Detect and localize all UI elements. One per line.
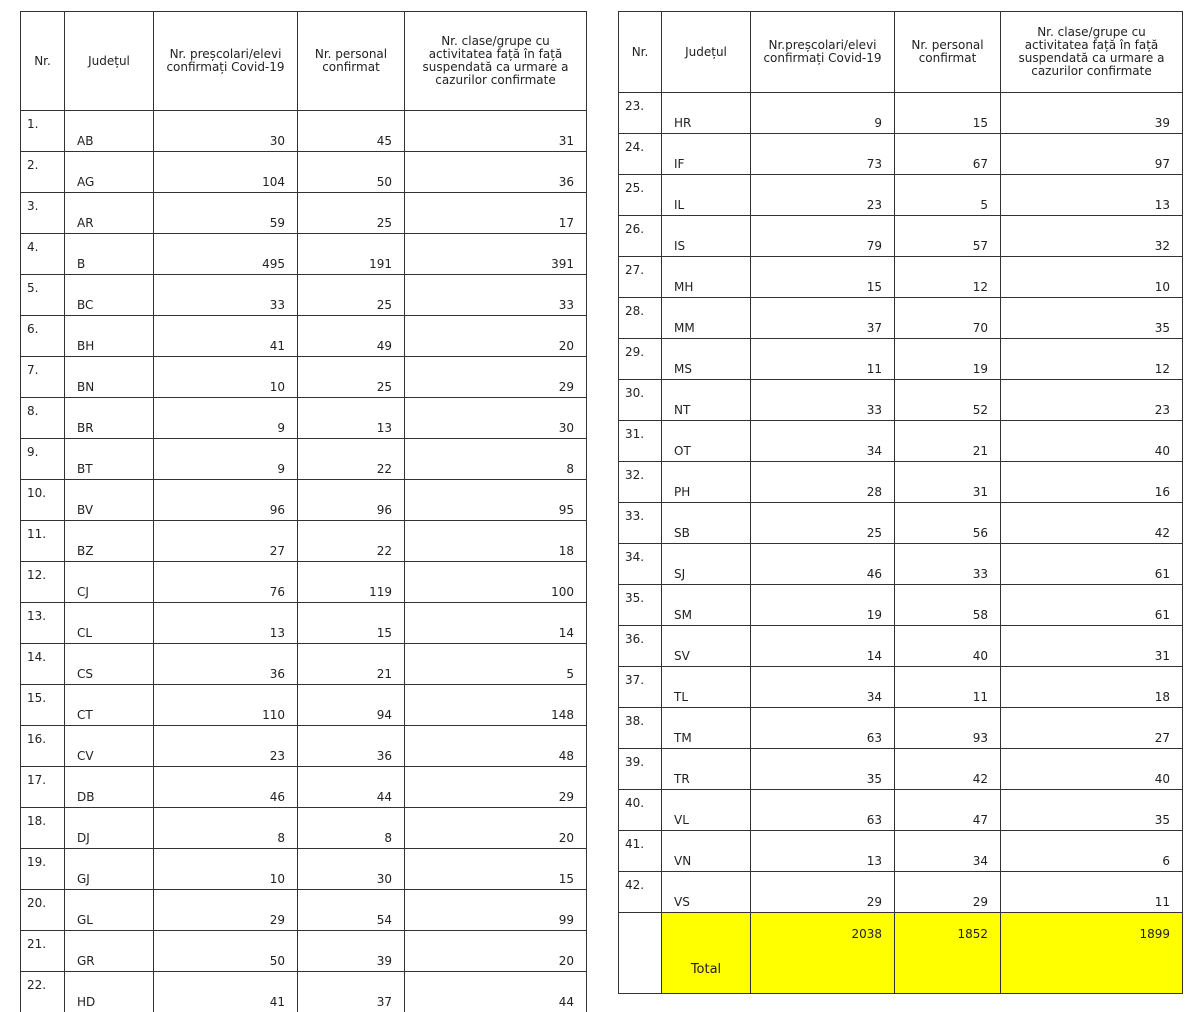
cell-judet: TR xyxy=(662,749,751,790)
cell-nr: 18. xyxy=(21,808,65,849)
cell-elevi: 110 xyxy=(154,685,298,726)
cell-judet: GL xyxy=(65,890,154,931)
cell-judet: DJ xyxy=(65,808,154,849)
table-row xyxy=(619,831,1183,872)
cell-judet: GR xyxy=(65,931,154,972)
cell-elevi: 11 xyxy=(751,339,895,380)
cell-judet: VN xyxy=(662,831,751,872)
cell-nr: 32. xyxy=(619,462,662,503)
cell-personal: 36 xyxy=(298,726,405,767)
table-row xyxy=(619,421,1183,462)
cell-clase: 14 xyxy=(405,603,587,644)
table-row xyxy=(619,175,1183,216)
total-elevi: 2038 xyxy=(751,913,895,994)
cell-nr: 22. xyxy=(21,972,65,1012)
cell-clase: 42 xyxy=(1001,503,1183,544)
table-row xyxy=(21,398,587,439)
cell-judet: BC xyxy=(65,275,154,316)
cell-clase: 18 xyxy=(1001,667,1183,708)
cell-nr: 11. xyxy=(21,521,65,562)
table-row xyxy=(619,872,1183,913)
cell-elevi: 10 xyxy=(154,849,298,890)
cell-clase: 32 xyxy=(1001,216,1183,257)
cell-clase: 31 xyxy=(1001,626,1183,667)
cell-personal: 34 xyxy=(895,831,1001,872)
cell-clase: 39 xyxy=(1001,93,1183,134)
cell-judet: B xyxy=(65,234,154,275)
cell-elevi: 96 xyxy=(154,480,298,521)
cell-personal: 11 xyxy=(895,667,1001,708)
cell-personal: 40 xyxy=(895,626,1001,667)
cell-judet: PH xyxy=(662,462,751,503)
cell-nr: 10. xyxy=(21,480,65,521)
cell-nr: 31. xyxy=(619,421,662,462)
cell-elevi: 29 xyxy=(154,890,298,931)
cell-clase: 20 xyxy=(405,931,587,972)
table-row xyxy=(21,808,587,849)
cell-nr: 38. xyxy=(619,708,662,749)
table-row xyxy=(21,521,587,562)
cell-clase: 18 xyxy=(405,521,587,562)
cell-nr: 16. xyxy=(21,726,65,767)
cell-clase: 61 xyxy=(1001,544,1183,585)
header-nr: Nr. xyxy=(619,12,662,93)
cell-elevi: 10 xyxy=(154,357,298,398)
table-row xyxy=(619,257,1183,298)
cell-nr: 14. xyxy=(21,644,65,685)
cell-personal: 8 xyxy=(298,808,405,849)
cell-clase: 31 xyxy=(405,111,587,152)
cell-elevi: 41 xyxy=(154,316,298,357)
cell-judet: IS xyxy=(662,216,751,257)
cell-clase: 29 xyxy=(405,767,587,808)
table-row xyxy=(619,298,1183,339)
cell-personal: 13 xyxy=(298,398,405,439)
cell-clase: 20 xyxy=(405,316,587,357)
cell-elevi: 37 xyxy=(751,298,895,339)
cell-nr: 17. xyxy=(21,767,65,808)
cell-personal: 56 xyxy=(895,503,1001,544)
cell-elevi: 79 xyxy=(751,216,895,257)
cell-nr: 4. xyxy=(21,234,65,275)
covid-cases-table-right xyxy=(618,11,1183,994)
cell-judet: BV xyxy=(65,480,154,521)
cell-clase: 11 xyxy=(1001,872,1183,913)
cell-judet: AG xyxy=(65,152,154,193)
cell-personal: 15 xyxy=(298,603,405,644)
cell-judet: MH xyxy=(662,257,751,298)
cell-elevi: 41 xyxy=(154,972,298,1012)
cell-judet: CL xyxy=(65,603,154,644)
cell-nr: 2. xyxy=(21,152,65,193)
table-row xyxy=(619,216,1183,257)
cell-nr: 20. xyxy=(21,890,65,931)
total-personal: 1852 xyxy=(895,913,1001,994)
table-row xyxy=(21,849,587,890)
cell-elevi: 63 xyxy=(751,790,895,831)
cell-elevi: 27 xyxy=(154,521,298,562)
cell-judet: BT xyxy=(65,439,154,480)
table-row xyxy=(619,667,1183,708)
header-personal: Nr. personal confirmat xyxy=(298,12,405,111)
cell-personal: 30 xyxy=(298,849,405,890)
table-row xyxy=(21,767,587,808)
header-judet: Județul xyxy=(65,12,154,111)
table-row xyxy=(21,726,587,767)
table-row xyxy=(619,93,1183,134)
table-row xyxy=(21,644,587,685)
cell-judet: HD xyxy=(65,972,154,1012)
cell-judet: IL xyxy=(662,175,751,216)
cell-clase: 391 xyxy=(405,234,587,275)
cell-judet: NT xyxy=(662,380,751,421)
cell-nr: 7. xyxy=(21,357,65,398)
cell-judet: TM xyxy=(662,708,751,749)
cell-judet: GJ xyxy=(65,849,154,890)
cell-elevi: 104 xyxy=(154,152,298,193)
cell-personal: 19 xyxy=(895,339,1001,380)
cell-personal: 52 xyxy=(895,380,1001,421)
cell-nr: 9. xyxy=(21,439,65,480)
table-row xyxy=(21,890,587,931)
cell-clase: 33 xyxy=(405,275,587,316)
cell-judet: VL xyxy=(662,790,751,831)
cell-personal: 37 xyxy=(298,972,405,1012)
table-row xyxy=(21,316,587,357)
cell-elevi: 14 xyxy=(751,626,895,667)
cell-elevi: 36 xyxy=(154,644,298,685)
cell-nr: 29. xyxy=(619,339,662,380)
cell-elevi: 33 xyxy=(154,275,298,316)
cell-elevi: 50 xyxy=(154,931,298,972)
cell-judet: BZ xyxy=(65,521,154,562)
cell-nr: 27. xyxy=(619,257,662,298)
header-clase: Nr. clase/grupe cu activitatea față în față suspendată ca urmare a cazurilor confirmate xyxy=(1001,12,1183,93)
cell-clase: 35 xyxy=(1001,790,1183,831)
cell-personal: 93 xyxy=(895,708,1001,749)
cell-judet: BN xyxy=(65,357,154,398)
cell-personal: 21 xyxy=(895,421,1001,462)
header-elevi: Nr. preșcolari/elevi confirmați Covid-19 xyxy=(154,12,298,111)
table-row xyxy=(21,972,587,1012)
cell-judet: DB xyxy=(65,767,154,808)
cell-nr: 39. xyxy=(619,749,662,790)
cell-judet: MS xyxy=(662,339,751,380)
cell-clase: 5 xyxy=(405,644,587,685)
cell-elevi: 495 xyxy=(154,234,298,275)
cell-nr: 28. xyxy=(619,298,662,339)
table-row xyxy=(619,134,1183,175)
table-row xyxy=(21,931,587,972)
cell-elevi: 30 xyxy=(154,111,298,152)
cell-judet: CS xyxy=(65,644,154,685)
cell-nr: 33. xyxy=(619,503,662,544)
cell-personal: 49 xyxy=(298,316,405,357)
cell-personal: 33 xyxy=(895,544,1001,585)
cell-elevi: 34 xyxy=(751,421,895,462)
table-row xyxy=(619,544,1183,585)
table-row xyxy=(619,790,1183,831)
cell-personal: 21 xyxy=(298,644,405,685)
cell-elevi: 13 xyxy=(751,831,895,872)
cell-personal: 70 xyxy=(895,298,1001,339)
cell-personal: 57 xyxy=(895,216,1001,257)
cell-nr: 6. xyxy=(21,316,65,357)
cell-judet: SM xyxy=(662,585,751,626)
cell-personal: 47 xyxy=(895,790,1001,831)
cell-judet: HR xyxy=(662,93,751,134)
cell-clase: 8 xyxy=(405,439,587,480)
cell-clase: 97 xyxy=(1001,134,1183,175)
cell-judet: SV xyxy=(662,626,751,667)
header-row xyxy=(619,12,1183,93)
table-row xyxy=(619,380,1183,421)
header-row xyxy=(21,12,587,111)
cell-personal: 94 xyxy=(298,685,405,726)
cell-clase: 48 xyxy=(405,726,587,767)
cell-judet: SB xyxy=(662,503,751,544)
cell-elevi: 35 xyxy=(751,749,895,790)
cell-personal: 25 xyxy=(298,193,405,234)
cell-elevi: 25 xyxy=(751,503,895,544)
cell-judet: VS xyxy=(662,872,751,913)
cell-nr: 24. xyxy=(619,134,662,175)
table-row xyxy=(21,275,587,316)
cell-elevi: 13 xyxy=(154,603,298,644)
cell-judet: IF xyxy=(662,134,751,175)
cell-nr: 15. xyxy=(21,685,65,726)
cell-nr: 30. xyxy=(619,380,662,421)
cell-elevi: 46 xyxy=(751,544,895,585)
cell-personal: 25 xyxy=(298,357,405,398)
cell-clase: 17 xyxy=(405,193,587,234)
cell-elevi: 46 xyxy=(154,767,298,808)
cell-personal: 67 xyxy=(895,134,1001,175)
cell-nr: 37. xyxy=(619,667,662,708)
cell-personal: 39 xyxy=(298,931,405,972)
cell-personal: 44 xyxy=(298,767,405,808)
table-row xyxy=(21,685,587,726)
cell-nr: 36. xyxy=(619,626,662,667)
cell-nr: 34. xyxy=(619,544,662,585)
cell-elevi: 9 xyxy=(751,93,895,134)
cell-clase: 27 xyxy=(1001,708,1183,749)
cell-elevi: 76 xyxy=(154,562,298,603)
cell-nr: 26. xyxy=(619,216,662,257)
cell-judet: AR xyxy=(65,193,154,234)
cell-nr: 35. xyxy=(619,585,662,626)
cell-personal: 45 xyxy=(298,111,405,152)
cell-nr: 25. xyxy=(619,175,662,216)
cell-clase: 16 xyxy=(1001,462,1183,503)
cell-judet: CJ xyxy=(65,562,154,603)
cell-nr: 19. xyxy=(21,849,65,890)
cell-personal: 25 xyxy=(298,275,405,316)
table-row xyxy=(21,357,587,398)
cell-elevi: 9 xyxy=(154,439,298,480)
cell-elevi: 15 xyxy=(751,257,895,298)
cell-clase: 95 xyxy=(405,480,587,521)
header-clase: Nr. clase/grupe cu activitatea față în față suspendată ca urmare a cazurilor confirmate xyxy=(405,12,587,111)
cell-elevi: 23 xyxy=(751,175,895,216)
cell-nr: 1. xyxy=(21,111,65,152)
cell-personal: 31 xyxy=(895,462,1001,503)
cell-judet: BR xyxy=(65,398,154,439)
cell-personal: 5 xyxy=(895,175,1001,216)
cell-personal: 119 xyxy=(298,562,405,603)
cell-judet: CV xyxy=(65,726,154,767)
cell-clase: 20 xyxy=(405,808,587,849)
header-personal: Nr. personal confirmat xyxy=(895,12,1001,93)
table-row xyxy=(21,480,587,521)
cell-clase: 15 xyxy=(405,849,587,890)
table-row xyxy=(619,626,1183,667)
cell-personal: 12 xyxy=(895,257,1001,298)
cell-personal: 50 xyxy=(298,152,405,193)
table-row xyxy=(21,562,587,603)
header-nr: Nr. xyxy=(21,12,65,111)
cell-clase: 40 xyxy=(1001,749,1183,790)
cell-judet: MM xyxy=(662,298,751,339)
cell-nr: 5. xyxy=(21,275,65,316)
cell-clase: 30 xyxy=(405,398,587,439)
cell-elevi: 9 xyxy=(154,398,298,439)
cell-nr: 13. xyxy=(21,603,65,644)
header-elevi: Nr.preșcolari/elevi confirmați Covid-19 xyxy=(751,12,895,93)
cell-personal: 15 xyxy=(895,93,1001,134)
cell-personal: 96 xyxy=(298,480,405,521)
cell-clase: 100 xyxy=(405,562,587,603)
cell-personal: 191 xyxy=(298,234,405,275)
total-empty-cell xyxy=(619,913,662,994)
cell-personal: 22 xyxy=(298,521,405,562)
cell-clase: 61 xyxy=(1001,585,1183,626)
covid-cases-table-left xyxy=(20,11,587,1012)
total-row xyxy=(619,913,1183,994)
cell-nr: 41. xyxy=(619,831,662,872)
cell-elevi: 8 xyxy=(154,808,298,849)
cell-clase: 23 xyxy=(1001,380,1183,421)
cell-elevi: 29 xyxy=(751,872,895,913)
table-row xyxy=(21,234,587,275)
cell-clase: 35 xyxy=(1001,298,1183,339)
cell-elevi: 19 xyxy=(751,585,895,626)
table-row xyxy=(619,339,1183,380)
cell-clase: 44 xyxy=(405,972,587,1012)
table-row xyxy=(21,439,587,480)
table-row xyxy=(619,708,1183,749)
cell-elevi: 33 xyxy=(751,380,895,421)
cell-clase: 13 xyxy=(1001,175,1183,216)
header-judet: Județul xyxy=(662,12,751,93)
cell-judet: SJ xyxy=(662,544,751,585)
cell-nr: 3. xyxy=(21,193,65,234)
cell-personal: 58 xyxy=(895,585,1001,626)
table-row xyxy=(619,503,1183,544)
cell-nr: 23. xyxy=(619,93,662,134)
cell-elevi: 23 xyxy=(154,726,298,767)
table-row xyxy=(21,603,587,644)
cell-elevi: 63 xyxy=(751,708,895,749)
total-clase: 1899 xyxy=(1001,913,1183,994)
cell-nr: 8. xyxy=(21,398,65,439)
cell-elevi: 28 xyxy=(751,462,895,503)
cell-personal: 29 xyxy=(895,872,1001,913)
cell-nr: 21. xyxy=(21,931,65,972)
cell-personal: 42 xyxy=(895,749,1001,790)
table-row xyxy=(21,152,587,193)
table-row xyxy=(21,111,587,152)
cell-judet: AB xyxy=(65,111,154,152)
cell-personal: 22 xyxy=(298,439,405,480)
cell-clase: 36 xyxy=(405,152,587,193)
table-row xyxy=(619,585,1183,626)
table-row xyxy=(21,193,587,234)
total-label: Total xyxy=(662,913,751,994)
cell-judet: OT xyxy=(662,421,751,462)
cell-clase: 6 xyxy=(1001,831,1183,872)
cell-judet: TL xyxy=(662,667,751,708)
cell-clase: 40 xyxy=(1001,421,1183,462)
cell-elevi: 59 xyxy=(154,193,298,234)
cell-elevi: 73 xyxy=(751,134,895,175)
table-row xyxy=(619,462,1183,503)
cell-nr: 42. xyxy=(619,872,662,913)
cell-personal: 54 xyxy=(298,890,405,931)
cell-clase: 148 xyxy=(405,685,587,726)
cell-judet: CT xyxy=(65,685,154,726)
cell-clase: 99 xyxy=(405,890,587,931)
cell-judet: BH xyxy=(65,316,154,357)
cell-clase: 10 xyxy=(1001,257,1183,298)
cell-clase: 29 xyxy=(405,357,587,398)
cell-elevi: 34 xyxy=(751,667,895,708)
cell-nr: 40. xyxy=(619,790,662,831)
cell-clase: 12 xyxy=(1001,339,1183,380)
table-row xyxy=(619,749,1183,790)
cell-nr: 12. xyxy=(21,562,65,603)
